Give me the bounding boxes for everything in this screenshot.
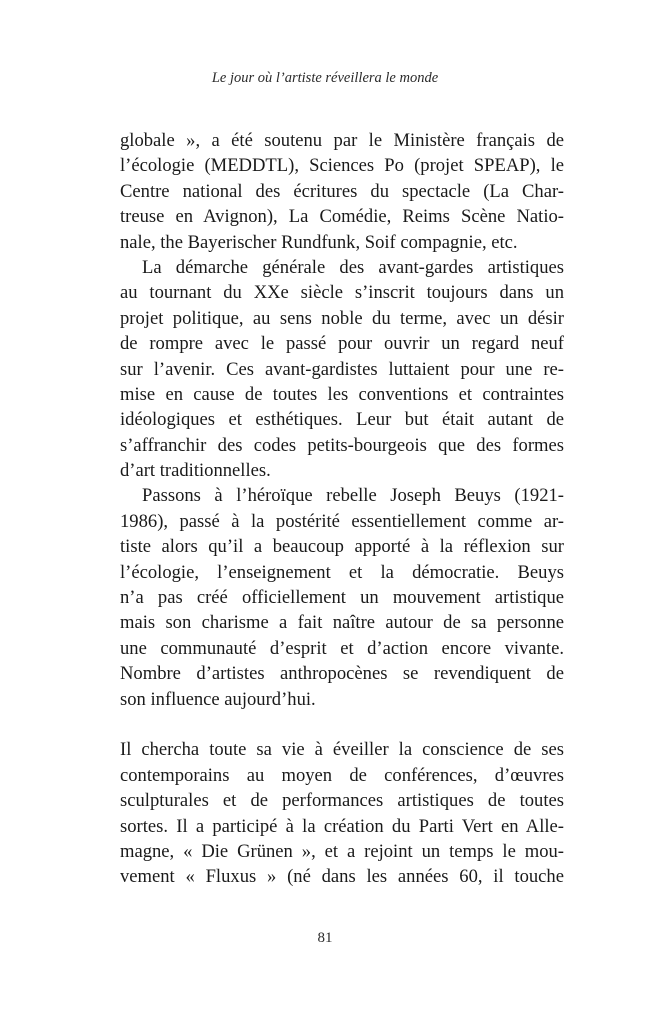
page-number: 81 bbox=[317, 930, 333, 946]
paragraph-2 bbox=[120, 255, 564, 484]
text-line: tiste alors qu’il a beaucoup apporté à la réflexion sur bbox=[120, 536, 564, 558]
section-break bbox=[120, 712, 564, 737]
text-line: 1986), passé à la postérité essentiellement comme ar- bbox=[120, 510, 564, 532]
text-line: projet politique, au sens noble du terme, avec un désir bbox=[120, 307, 564, 329]
text-line: globale », a été soutenu par le Ministère français de bbox=[120, 130, 564, 151]
text-line: s’affranchir des codes petits-bourgeois que des formes bbox=[120, 434, 564, 456]
text-line: l’écologie (MEDDTL), Sciences Po (projet SPEAP), le bbox=[120, 155, 564, 177]
body-text bbox=[120, 128, 564, 890]
text-line: une communauté d’esprit et d’action encore vivante. bbox=[120, 637, 564, 659]
text-line: mise en cause de toutes les conventions et contraintes bbox=[120, 383, 564, 405]
text-line: sculpturales et de performances artistiques de toutes bbox=[120, 790, 564, 812]
text-line: n’a pas créé officiellement un mouvement artistique bbox=[120, 587, 564, 609]
running-head: Le jour où l’artiste réveillera le monde bbox=[211, 70, 439, 86]
text-line: La démarche générale des avant-gardes artistiques bbox=[142, 256, 564, 278]
text-line: nale, the Bayerischer Rundfunk, Soif compagnie, etc. bbox=[120, 231, 518, 253]
text-line: Passons à l’héroïque rebelle Joseph Beuys (1921- bbox=[142, 485, 564, 507]
text-line: l’écologie, l’enseignement et la démocratie. Beuys bbox=[120, 561, 564, 583]
text-line: mais son charisme a fait naître autour de sa personne bbox=[120, 612, 564, 634]
text-line: Il chercha toute sa vie à éveiller la conscience de ses bbox=[120, 739, 564, 761]
text-line: d’art traditionnelles. bbox=[120, 460, 271, 482]
text-line: son influence aujourd’hui. bbox=[120, 688, 316, 710]
text-line: vement « Fluxus » (né dans les années 60, il touche bbox=[120, 866, 564, 888]
text-line: idéologiques et esthétiques. Leur but était autant de bbox=[120, 409, 564, 431]
text-line: treuse en Avignon), La Comédie, Reims Scène Natio- bbox=[120, 206, 564, 228]
text-line: sur l’avenir. Ces avant-gardistes luttaient pour une re- bbox=[120, 358, 564, 380]
text-line: sortes. Il a participé à la création du Parti Vert en Alle- bbox=[120, 815, 564, 837]
paragraph-3 bbox=[120, 483, 564, 712]
paragraph-4 bbox=[120, 737, 564, 889]
text-line: contemporains au moyen de conférences, d’œuvres bbox=[120, 764, 564, 786]
text-line: Nombre d’artistes anthropocènes se revendiquent de bbox=[120, 663, 564, 685]
text-line: Centre national des écritures du spectacle (La Char- bbox=[120, 180, 564, 202]
text-line: de rompre avec le passé pour ouvrir un regard neuf bbox=[120, 333, 564, 355]
text-line: au tournant du XXe siècle s’inscrit toujours dans un bbox=[120, 282, 564, 304]
text-line: magne, « Die Grünen », et a rejoint un temps le mou- bbox=[120, 840, 564, 862]
paragraph-1 bbox=[120, 128, 564, 255]
